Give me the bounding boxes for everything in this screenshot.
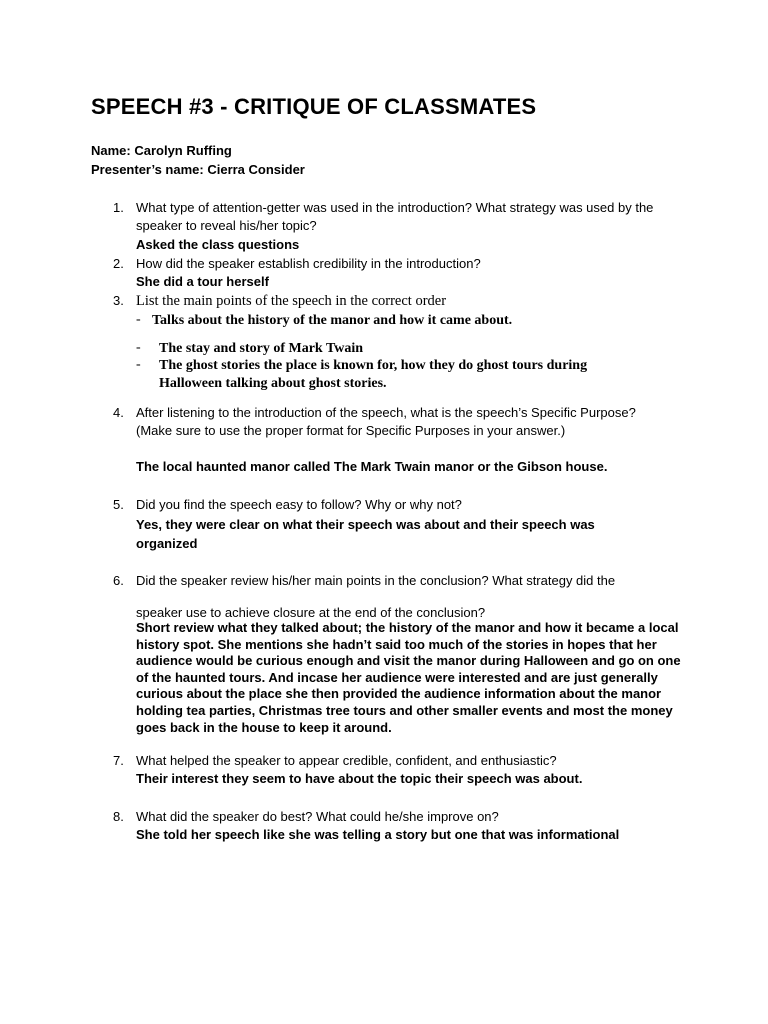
item-number: 4. bbox=[113, 405, 124, 420]
main-point: The stay and story of Mark Twain bbox=[159, 341, 364, 356]
item-answer: Yes, they were clear on what their speech was about and their speech was organized bbox=[136, 517, 595, 551]
item-question: Did you find the speech easy to follow? Why or why not? bbox=[136, 497, 462, 512]
item-answer: Short review what they talked about; the history of the manor and how it became a local history spot. She mentions she hadn’t said too much of the stories in hopes that her audience would be curious enough and visit the manor during Halloween and go on one of the haunted tours. And incase her audience were interested and are just generally curious about the place she then provided the audience information about the manor holding tea parties, Christmas tree tours and other smaller events and most the money goes back in the house to keep it around. bbox=[136, 620, 681, 735]
item-question: Did the speaker review his/her main points in the conclusion? What strategy did the bbox=[136, 573, 616, 588]
item-answer: Asked the class questions bbox=[136, 237, 300, 252]
item-number: 6. bbox=[113, 573, 124, 588]
item-question: List the main points of the speech in the correct order bbox=[136, 293, 447, 309]
item-number: 1. bbox=[113, 200, 124, 215]
main-point: The ghost stories the place is known for, how they do ghost tours during Halloween talking about ghost stories. bbox=[159, 358, 588, 391]
presenter-name: Presenter’s name: Cierra Consider bbox=[91, 162, 305, 177]
page-title: SPEECH #3 - CRITIQUE OF CLASSMATES bbox=[91, 94, 537, 119]
item-number: 7. bbox=[113, 753, 124, 768]
bullet-dash: - bbox=[136, 312, 141, 327]
main-point: Talks about the history of the manor and how it came about. bbox=[152, 313, 513, 328]
student-name: Name: Carolyn Ruffing bbox=[91, 143, 232, 158]
item-number: 3. bbox=[113, 293, 124, 308]
item-question: What type of attention-getter was used in the introduction? What strategy was used by the speaker to reveal his/her topic? bbox=[136, 200, 654, 233]
item-question: What helped the speaker to appear credible, confident, and enthusiastic? bbox=[136, 753, 557, 768]
item-question: What did the speaker do best? What could he/she improve on? bbox=[136, 809, 499, 824]
item-question: After listening to the introduction of the speech, what is the speech’s Specific Purpose? (Make sure to use the proper format for Specific Purposes in your answer.) bbox=[136, 405, 636, 438]
item-number: 8. bbox=[113, 809, 124, 824]
item-question: How did the speaker establish credibility in the introduction? bbox=[136, 256, 481, 271]
item-answer: She told her speech like she was telling a story but one that was informational bbox=[136, 827, 620, 842]
item-answer: Their interest they seem to have about the topic their speech was about. bbox=[136, 771, 583, 786]
item-answer: She did a tour herself bbox=[136, 274, 269, 289]
item-question-continued: speaker use to achieve closure at the end of the conclusion? bbox=[136, 605, 486, 620]
item-number: 2. bbox=[113, 256, 124, 271]
item-answer: The local haunted manor called The Mark Twain manor or the Gibson house. bbox=[136, 459, 608, 474]
item-number: 5. bbox=[113, 497, 124, 512]
bullet-dash: - bbox=[136, 340, 141, 355]
bullet-dash: - bbox=[136, 357, 141, 372]
